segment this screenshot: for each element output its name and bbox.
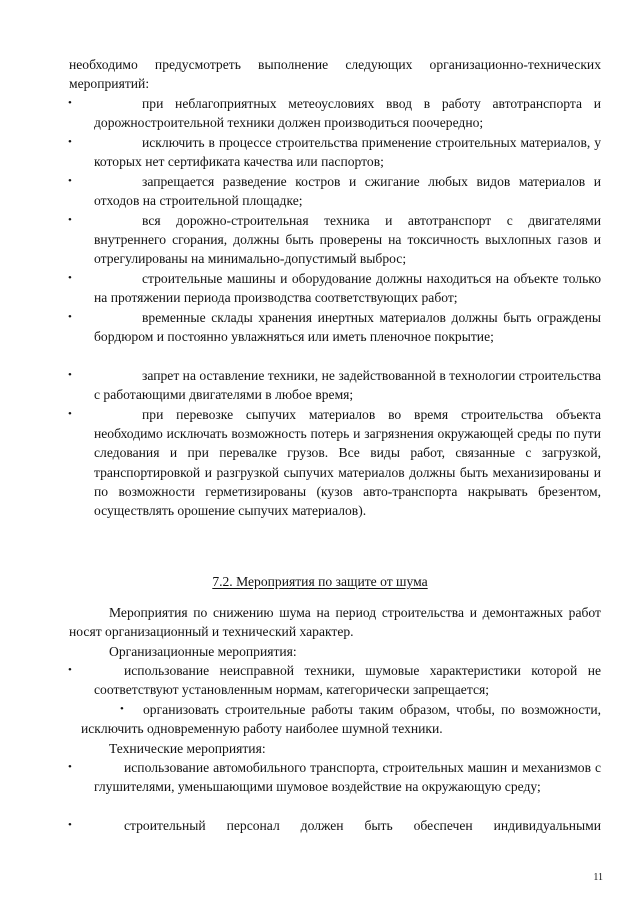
bullet-marker: • — [68, 175, 72, 187]
noise-intro-paragraph: Мероприятия по снижению шума на период строительства и демонтажных работ носят организационный и технический характер. — [69, 605, 601, 640]
list-item: временные склады хранения инертных материалов должны быть ограждены бордюром и постоянно увлажняться или иметь пленочное покрытие; — [94, 310, 601, 345]
list-item: при перевозке сыпучих материалов во время строительства объекта необходимо исключать возможность потерь и загрязнения окружающей среды по пути следования и при перевалке грузов. Все виды работ, связанные с загрузкой, транспортировкой и разгрузкой сыпучих материалов должны быть механизированы и по возможности герметизированы (кузов авто-транспорта накрывать брезентом, осуществлять орошение сыпучих материалов). — [94, 407, 601, 519]
list-item: вся дорожно-строительная техника и автотранспорт с двигателями внутреннего сгорания, должны быть проверены на токсичность выхлопных газов и отрегулированы на минимально-допустимый выброс; — [94, 213, 601, 267]
bullet-marker: • — [68, 136, 72, 148]
list-item: использование автомобильного транспорта, строительных машин и механизмов с глушителями, уменьшающими шумовое воздействие на окружающую среду; — [94, 760, 601, 795]
bullet-marker: • — [68, 97, 72, 109]
list-item: запрет на оставление техники, не задействованной в технологии строительства с работающими двигателями в любое время; — [94, 368, 601, 403]
list-item: организовать строительные работы таким образом, чтобы, по возможности, исключить одновременную работу наиболее шумной техники. — [81, 702, 601, 737]
bullet-marker: • — [68, 311, 72, 323]
page-number: 11 — [593, 872, 603, 883]
section-heading: 7.2. Мероприятия по защите от шума — [212, 574, 428, 589]
list-item: при неблагоприятных метеоусловиях ввод в работу автотранспорта и дорожностроительной техники должен производиться поочередно; — [94, 96, 601, 131]
bullet-marker: • — [68, 214, 72, 226]
tech-label: Технические мероприятия: — [109, 741, 266, 756]
list-item: запрещается разведение костров и сжигание любых видов материалов и отходов на строительной площадке; — [94, 174, 601, 209]
bullet-marker: • — [68, 369, 72, 381]
bullet-marker: • — [68, 664, 72, 676]
bullet-marker: • — [68, 272, 72, 284]
bullet-marker: • — [120, 703, 124, 715]
intro-paragraph: необходимо предусмотреть выполнение следующих организационно-технических мероприятий: — [69, 57, 601, 92]
list-item: строительный персонал должен быть обеспечен индивидуальными — [124, 818, 601, 833]
list-item: строительные машины и оборудование должны находиться на объекте только на протяжении периода производства соответствующих работ; — [94, 271, 601, 306]
list-item: исключить в процессе строительства применение строительных материалов, у которых нет сертификата качества или паспортов; — [94, 135, 601, 170]
list-item: использование неисправной техники, шумовые характеристики которой не соответствуют установленным нормам, категорически запрещается; — [94, 663, 601, 698]
bullet-marker: • — [68, 761, 72, 773]
bullet-marker: • — [68, 819, 72, 831]
bullet-marker: • — [68, 408, 72, 420]
org-label: Организационные мероприятия: — [109, 644, 297, 659]
